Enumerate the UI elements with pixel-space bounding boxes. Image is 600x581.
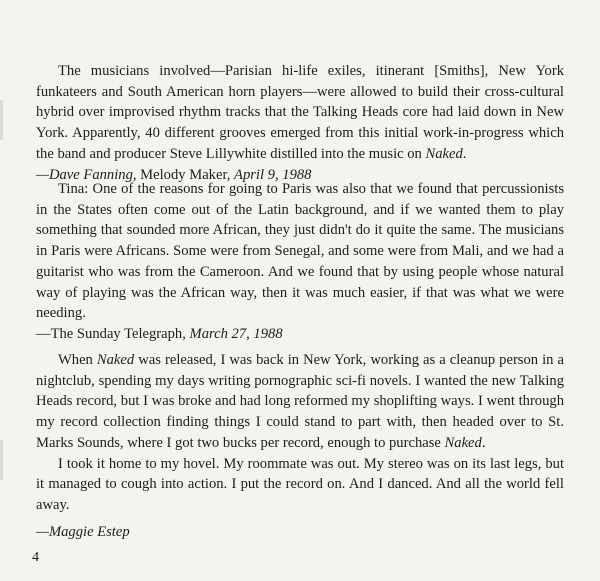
album-title: Naked [444,434,482,451]
essay-text: When [58,352,93,368]
cite-publication: , Melody Maker, [132,166,235,183]
essay-maggie-estep [36,350,564,542]
quote-paragraph: Tina: One of the reasons for going to Paris was also that we found that percussionists in the States often come out of the Latin background, and if we wanted them to play something that sounded more African, they just didn't do it quite the same. The musicians in Paris were Africans. Some were from Senegal, and some were from Mali, and we had a guitarist who was from the Cameroon. And we found that by using people whose natural way of playing was the African way, then it was much easier, if that was what we were needing. [36,181,564,322]
quote-sunday-telegraph [36,179,564,345]
album-title: Naked [425,145,463,162]
quote-text: The musicians involved—Parisian hi-life exiles, itinerant [Smiths], New York funkateers and South American horn players—were allowed to build their cross-cultural hybrid over improvised rhythm tracks that the Talking Heads core had laid down in New York. Apparently, 40 different grooves emerged from this initial work-in-progress which the band and producer Steve Lillywhite distilled into the music on [36,63,564,162]
essay-text: was released, I was back in New York, working as a cleanup person in a nightclub, spending my days writing pornographic sci-fi novels. I wanted the new Talking Heads record, but I was broke and had long reformed my shoplifting ways. I went through my record collection finding things I could stand to part with, then headed over to St. Marks Sounds, where I got two bucks per record, enough to purchase [36,352,564,451]
essay-end: . [481,434,486,451]
citation [36,324,564,345]
page-edge-mark [0,440,3,480]
essay-paragraph: I took it home to my hovel. My roommate was out. My stereo was on its last legs, but it managed to cough into action. I put the record on. And I danced. And all the world fell away. [36,455,564,513]
cite-publication: —The Sunday Telegraph, [36,325,190,342]
cite-author: —Dave Fanning [36,166,133,183]
page-edge-mark [0,100,3,140]
album-title: Naked [96,352,135,368]
cite-date: March 27, 1988 [189,325,283,342]
essay-paragraph [36,350,564,454]
citation: —Maggie Estep [36,523,130,540]
quote-paragraph [36,61,564,165]
page-number: 4 [32,550,39,565]
quote-melody-maker [36,61,564,185]
quote-end: . [462,145,467,162]
cite-date: April 9, 1988 [234,166,312,183]
